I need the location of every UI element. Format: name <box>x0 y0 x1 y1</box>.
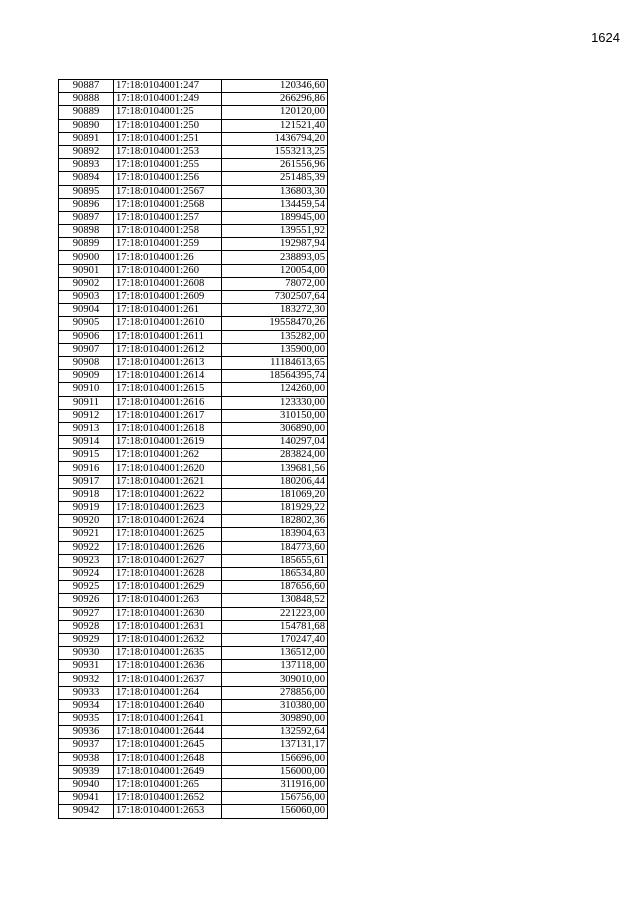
value-cell: 137131,17 <box>222 739 328 752</box>
value-cell: 140297,04 <box>222 436 328 449</box>
value-cell: 278856,00 <box>222 686 328 699</box>
value-cell: 266296,86 <box>222 93 328 106</box>
value-cell: 283824,00 <box>222 449 328 462</box>
cadastral-number-cell: 17:18:0104001:2635 <box>114 647 222 660</box>
table-row <box>59 502 328 515</box>
row-number-cell: 90918 <box>59 488 114 501</box>
row-number-cell: 90906 <box>59 330 114 343</box>
row-number-cell: 90898 <box>59 225 114 238</box>
table-row <box>59 264 328 277</box>
row-number-cell: 90933 <box>59 686 114 699</box>
row-number-cell: 90895 <box>59 185 114 198</box>
table-row <box>59 422 328 435</box>
row-number-cell: 90923 <box>59 554 114 567</box>
cadastral-number-cell: 17:18:0104001:251 <box>114 132 222 145</box>
table-row <box>59 805 328 818</box>
value-cell: 156756,00 <box>222 792 328 805</box>
table-row <box>59 554 328 567</box>
value-cell: 180206,44 <box>222 475 328 488</box>
cadastral-number-cell: 17:18:0104001:2630 <box>114 607 222 620</box>
value-cell: 221223,00 <box>222 607 328 620</box>
value-cell: 309010,00 <box>222 673 328 686</box>
table-row <box>59 699 328 712</box>
table-row <box>59 132 328 145</box>
value-cell: 310380,00 <box>222 699 328 712</box>
value-cell: 182802,36 <box>222 515 328 528</box>
value-cell: 261556,96 <box>222 159 328 172</box>
table-row <box>59 80 328 93</box>
value-cell: 134459,54 <box>222 198 328 211</box>
value-cell: 78072,00 <box>222 277 328 290</box>
value-cell: 306890,00 <box>222 422 328 435</box>
table-row <box>59 317 328 330</box>
table-row <box>59 713 328 726</box>
value-cell: 183272,30 <box>222 304 328 317</box>
cadastral-number-cell: 17:18:0104001:2632 <box>114 633 222 646</box>
row-number-cell: 90893 <box>59 159 114 172</box>
table-row <box>59 211 328 224</box>
row-number-cell: 90916 <box>59 462 114 475</box>
table-row <box>59 541 328 554</box>
cadastral-number-cell: 17:18:0104001:2623 <box>114 502 222 515</box>
table-row <box>59 673 328 686</box>
table-row <box>59 752 328 765</box>
cadastral-number-cell: 17:18:0104001:261 <box>114 304 222 317</box>
value-cell: 309890,00 <box>222 713 328 726</box>
table-row <box>59 356 328 369</box>
cadastral-number-cell: 17:18:0104001:260 <box>114 264 222 277</box>
value-cell: 19558470,26 <box>222 317 328 330</box>
row-number-cell: 90903 <box>59 291 114 304</box>
row-number-cell: 90897 <box>59 211 114 224</box>
value-cell: 154781,68 <box>222 620 328 633</box>
cadastral-number-cell: 17:18:0104001:2625 <box>114 528 222 541</box>
cadastral-number-cell: 17:18:0104001:256 <box>114 172 222 185</box>
cadastral-number-cell: 17:18:0104001:2649 <box>114 765 222 778</box>
row-number-cell: 90921 <box>59 528 114 541</box>
row-number-cell: 90919 <box>59 502 114 515</box>
value-cell: 11184613,65 <box>222 356 328 369</box>
row-number-cell: 90934 <box>59 699 114 712</box>
row-number-cell: 90891 <box>59 132 114 145</box>
row-number-cell: 90942 <box>59 805 114 818</box>
table-row <box>59 185 328 198</box>
cadastral-number-cell: 17:18:0104001:2636 <box>114 660 222 673</box>
row-number-cell: 90913 <box>59 422 114 435</box>
cadastral-number-cell: 17:18:0104001:2627 <box>114 554 222 567</box>
cadastral-number-cell: 17:18:0104001:2620 <box>114 462 222 475</box>
table-row <box>59 119 328 132</box>
table-row <box>59 581 328 594</box>
page-number: 1624 <box>591 30 620 45</box>
cadastral-number-cell: 17:18:0104001:2614 <box>114 370 222 383</box>
value-cell: 135900,00 <box>222 343 328 356</box>
row-number-cell: 90924 <box>59 567 114 580</box>
cadastral-number-cell: 17:18:0104001:257 <box>114 211 222 224</box>
table-row <box>59 409 328 422</box>
row-number-cell: 90910 <box>59 383 114 396</box>
cadastral-number-cell: 17:18:0104001:2637 <box>114 673 222 686</box>
cadastral-number-cell: 17:18:0104001:250 <box>114 119 222 132</box>
value-cell: 120346,60 <box>222 80 328 93</box>
row-number-cell: 90936 <box>59 726 114 739</box>
row-number-cell: 90911 <box>59 396 114 409</box>
table-row <box>59 330 328 343</box>
value-cell: 238893,05 <box>222 251 328 264</box>
cadastral-number-cell: 17:18:0104001:247 <box>114 80 222 93</box>
row-number-cell: 90928 <box>59 620 114 633</box>
row-number-cell: 90938 <box>59 752 114 765</box>
cadastral-number-cell: 17:18:0104001:2567 <box>114 185 222 198</box>
table-row <box>59 488 328 501</box>
table-row <box>59 475 328 488</box>
value-cell: 124260,00 <box>222 383 328 396</box>
table-row <box>59 778 328 791</box>
table-row <box>59 765 328 778</box>
table-row <box>59 304 328 317</box>
cadastral-number-cell: 17:18:0104001:2568 <box>114 198 222 211</box>
value-cell: 120120,00 <box>222 106 328 119</box>
table-row <box>59 225 328 238</box>
cadastral-number-cell: 17:18:0104001:259 <box>114 238 222 251</box>
table-row <box>59 106 328 119</box>
value-cell: 123330,00 <box>222 396 328 409</box>
table-body <box>59 80 328 819</box>
value-cell: 121521,40 <box>222 119 328 132</box>
cadastral-number-cell: 17:18:0104001:253 <box>114 145 222 158</box>
row-number-cell: 90937 <box>59 739 114 752</box>
cadastral-number-cell: 17:18:0104001:264 <box>114 686 222 699</box>
table-row <box>59 343 328 356</box>
table-row <box>59 172 328 185</box>
value-cell: 7302507,64 <box>222 291 328 304</box>
row-number-cell: 90939 <box>59 765 114 778</box>
table-row <box>59 567 328 580</box>
row-number-cell: 90896 <box>59 198 114 211</box>
row-number-cell: 90899 <box>59 238 114 251</box>
cadastral-number-cell: 17:18:0104001:249 <box>114 93 222 106</box>
table-row <box>59 607 328 620</box>
cadastral-number-cell: 17:18:0104001:25 <box>114 106 222 119</box>
cadastral-number-cell: 17:18:0104001:258 <box>114 225 222 238</box>
value-cell: 311916,00 <box>222 778 328 791</box>
row-number-cell: 90894 <box>59 172 114 185</box>
cadastral-number-cell: 17:18:0104001:2619 <box>114 436 222 449</box>
value-cell: 1436794,20 <box>222 132 328 145</box>
table-row <box>59 792 328 805</box>
cadastral-number-cell: 17:18:0104001:2621 <box>114 475 222 488</box>
table-row <box>59 594 328 607</box>
cadastral-number-cell: 17:18:0104001:2648 <box>114 752 222 765</box>
cadastral-number-cell: 17:18:0104001:265 <box>114 778 222 791</box>
value-cell: 170247,40 <box>222 633 328 646</box>
row-number-cell: 90914 <box>59 436 114 449</box>
value-cell: 181069,20 <box>222 488 328 501</box>
row-number-cell: 90892 <box>59 145 114 158</box>
table-row <box>59 739 328 752</box>
table-row <box>59 620 328 633</box>
value-cell: 136512,00 <box>222 647 328 660</box>
cadastral-number-cell: 17:18:0104001:263 <box>114 594 222 607</box>
table-row <box>59 238 328 251</box>
row-number-cell: 90907 <box>59 343 114 356</box>
value-cell: 183904,63 <box>222 528 328 541</box>
row-number-cell: 90902 <box>59 277 114 290</box>
value-cell: 181929,22 <box>222 502 328 515</box>
row-number-cell: 90900 <box>59 251 114 264</box>
value-cell: 120054,00 <box>222 264 328 277</box>
value-cell: 156060,00 <box>222 805 328 818</box>
cadastral-number-cell: 17:18:0104001:2609 <box>114 291 222 304</box>
table-row <box>59 291 328 304</box>
row-number-cell: 90940 <box>59 778 114 791</box>
table-row <box>59 462 328 475</box>
table-row <box>59 159 328 172</box>
cadastral-number-cell: 17:18:0104001:2640 <box>114 699 222 712</box>
table-row <box>59 383 328 396</box>
row-number-cell: 90925 <box>59 581 114 594</box>
row-number-cell: 90929 <box>59 633 114 646</box>
cadastral-number-cell: 17:18:0104001:2631 <box>114 620 222 633</box>
row-number-cell: 90887 <box>59 80 114 93</box>
row-number-cell: 90905 <box>59 317 114 330</box>
value-cell: 136803,30 <box>222 185 328 198</box>
row-number-cell: 90917 <box>59 475 114 488</box>
cadastral-number-cell: 17:18:0104001:255 <box>114 159 222 172</box>
cadastral-number-cell: 17:18:0104001:2652 <box>114 792 222 805</box>
row-number-cell: 90890 <box>59 119 114 132</box>
cadastral-number-cell: 17:18:0104001:2629 <box>114 581 222 594</box>
cadastral-number-cell: 17:18:0104001:2644 <box>114 726 222 739</box>
table-row <box>59 93 328 106</box>
table-row <box>59 686 328 699</box>
row-number-cell: 90930 <box>59 647 114 660</box>
value-cell: 139551,92 <box>222 225 328 238</box>
row-number-cell: 90889 <box>59 106 114 119</box>
value-cell: 156000,00 <box>222 765 328 778</box>
cadastral-number-cell: 17:18:0104001:2616 <box>114 396 222 409</box>
row-number-cell: 90922 <box>59 541 114 554</box>
table-row <box>59 515 328 528</box>
cadastral-number-cell: 17:18:0104001:2611 <box>114 330 222 343</box>
table-row <box>59 370 328 383</box>
row-number-cell: 90931 <box>59 660 114 673</box>
table-row <box>59 396 328 409</box>
row-number-cell: 90888 <box>59 93 114 106</box>
cadastral-number-cell: 17:18:0104001:2624 <box>114 515 222 528</box>
cadastral-number-cell: 17:18:0104001:2615 <box>114 383 222 396</box>
row-number-cell: 90935 <box>59 713 114 726</box>
value-cell: 189945,00 <box>222 211 328 224</box>
row-number-cell: 90901 <box>59 264 114 277</box>
value-cell: 132592,64 <box>222 726 328 739</box>
value-cell: 310150,00 <box>222 409 328 422</box>
cadastral-number-cell: 17:18:0104001:2613 <box>114 356 222 369</box>
value-cell: 130848,52 <box>222 594 328 607</box>
row-number-cell: 90920 <box>59 515 114 528</box>
cadastral-number-cell: 17:18:0104001:2622 <box>114 488 222 501</box>
cadastral-value-table <box>58 79 328 819</box>
value-cell: 139681,56 <box>222 462 328 475</box>
value-cell: 185655,61 <box>222 554 328 567</box>
value-cell: 1553213,25 <box>222 145 328 158</box>
row-number-cell: 90926 <box>59 594 114 607</box>
table-row <box>59 660 328 673</box>
table-row <box>59 277 328 290</box>
row-number-cell: 90932 <box>59 673 114 686</box>
value-cell: 186534,80 <box>222 567 328 580</box>
cadastral-number-cell: 17:18:0104001:26 <box>114 251 222 264</box>
cadastral-number-cell: 17:18:0104001:2641 <box>114 713 222 726</box>
cadastral-number-cell: 17:18:0104001:2653 <box>114 805 222 818</box>
table-row <box>59 436 328 449</box>
row-number-cell: 90927 <box>59 607 114 620</box>
table-row <box>59 633 328 646</box>
value-cell: 251485,39 <box>222 172 328 185</box>
cadastral-number-cell: 17:18:0104001:2608 <box>114 277 222 290</box>
value-cell: 192987,94 <box>222 238 328 251</box>
value-cell: 135282,00 <box>222 330 328 343</box>
table-row <box>59 449 328 462</box>
row-number-cell: 90909 <box>59 370 114 383</box>
table-row <box>59 145 328 158</box>
cadastral-number-cell: 17:18:0104001:2626 <box>114 541 222 554</box>
table-row <box>59 647 328 660</box>
table-row <box>59 198 328 211</box>
row-number-cell: 90915 <box>59 449 114 462</box>
value-cell: 184773,60 <box>222 541 328 554</box>
value-cell: 156696,00 <box>222 752 328 765</box>
cadastral-number-cell: 17:18:0104001:2610 <box>114 317 222 330</box>
cadastral-number-cell: 17:18:0104001:2645 <box>114 739 222 752</box>
value-cell: 187656,60 <box>222 581 328 594</box>
value-cell: 18564395,74 <box>222 370 328 383</box>
table-row <box>59 726 328 739</box>
cadastral-number-cell: 17:18:0104001:2612 <box>114 343 222 356</box>
cadastral-number-cell: 17:18:0104001:262 <box>114 449 222 462</box>
table-row <box>59 251 328 264</box>
row-number-cell: 90908 <box>59 356 114 369</box>
cadastral-number-cell: 17:18:0104001:2618 <box>114 422 222 435</box>
row-number-cell: 90941 <box>59 792 114 805</box>
row-number-cell: 90912 <box>59 409 114 422</box>
row-number-cell: 90904 <box>59 304 114 317</box>
table-row <box>59 528 328 541</box>
value-cell: 137118,00 <box>222 660 328 673</box>
cadastral-number-cell: 17:18:0104001:2617 <box>114 409 222 422</box>
cadastral-number-cell: 17:18:0104001:2628 <box>114 567 222 580</box>
